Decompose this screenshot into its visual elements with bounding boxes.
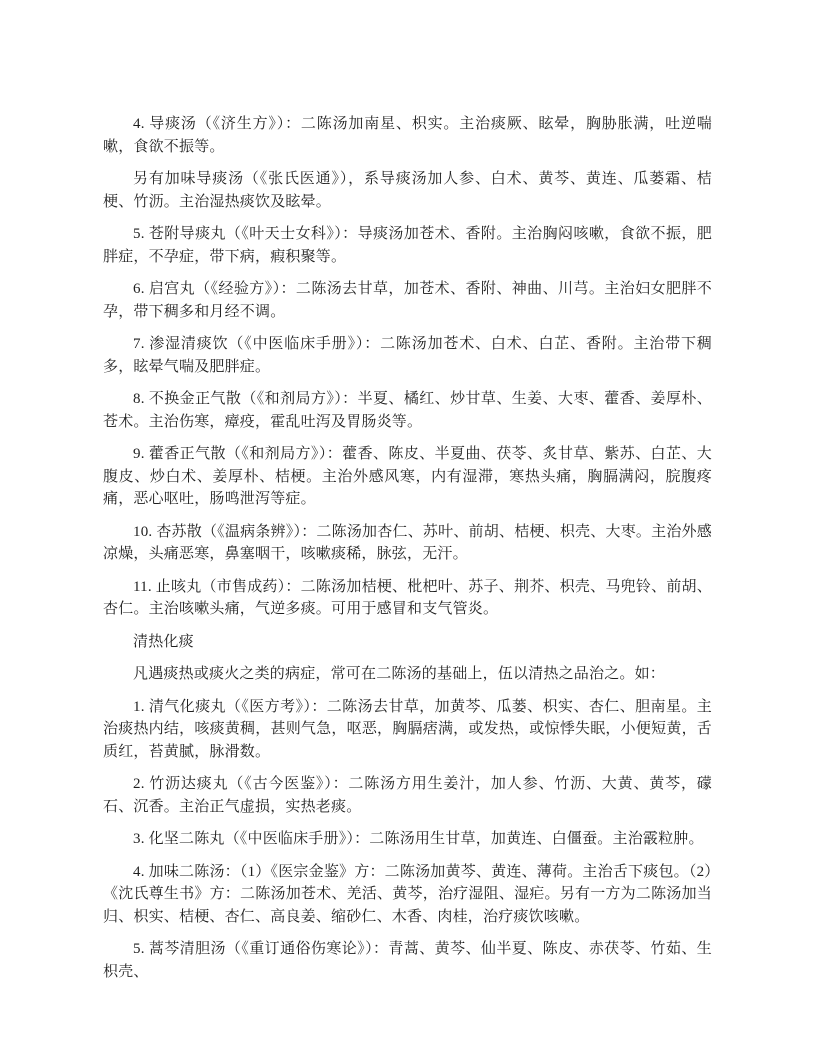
paragraph-formula-jiawei-erchen-tang: 4. 加味二陈汤：（1）《医宗金鉴》方：二陈汤加黄芩、黄连、薄荷。主治舌下痰包。（2）《沈氏尊生书》方：二陈汤加苍术、羌活、黄芩，治疗湿阻、湿疟。另有一方为二陈汤加当归、枳实、桔梗、杏仁、高良姜、缩砂仁、木香、肉桂，治疗痰饮咳嗽。 (103, 863, 712, 925)
paragraph-formula-huajian-erchen-wan: 3. 化坚二陈丸（《中医临床手册》）：二陈汤用生甘草，加黄连、白僵蚕。主治霰粒肿。 (133, 831, 704, 847)
paragraph-formula-huoxiang-zhengqi-san: 9. 藿香正气散（《和剂局方》）：藿香、陈皮、半夏曲、茯苓、炙甘草、紫苏、白芷、大腹皮、炒白术、姜厚朴、桔梗。主治外感风寒，内有湿滞，寒热头痛，胸膈满闷，脘腹疼痛，恶心呕吐，肠鸣泄泻等症。 (103, 446, 712, 507)
paragraph-jiawei-daotan-tang: 另有加味导痰汤（《张氏医通》），系导痰汤加人参、白术、黄芩、黄连、瓜蒌霜、桔梗、竹沥。主治湿热痰饮及眩晕。 (103, 171, 712, 210)
paragraph-formula-daotan-tang: 4. 导痰汤（《济生方》）：二陈汤加南星、枳实。主治痰厥、眩晕，胸胁胀满，吐逆喘嗽，食欲不振等。 (103, 116, 712, 155)
section-heading-qingre-huatan: 清热化痰 (133, 633, 194, 650)
paragraph-formula-xingsu-san: 10. 杏苏散（《温病条辨》）：二陈汤加杏仁、苏叶、前胡、桔梗、枳壳、大枣。主治外感凉燥，头痛恶寒，鼻塞咽干，咳嗽痰稀，脉弦，无汗。 (103, 523, 712, 562)
paragraph-formula-buhuanjin-zhengqi-san: 8. 不换金正气散（《和剂局方》）：半夏、橘红、炒甘草、生姜、大枣、藿香、姜厚朴、苍术。主治伤寒，瘴疫，霍乱吐泻及胃肠炎等。 (103, 391, 712, 430)
paragraph-formula-haoqin-qingdan-tang: 5. 蒿芩清胆汤（《重订通俗伤寒论》）：青蒿、黄芩、仙半夏、陈皮、赤茯苓、竹茹、生枳壳、 (103, 941, 712, 980)
paragraph-formula-shenshi-qingtan-yin: 7. 渗湿清痰饮（《中医临床手册》）：二陈汤加苍术、白术、白芷、香附。主治带下稠多，眩晕气喘及肥胖症。 (103, 336, 712, 375)
paragraph-section-intro: 凡遇痰热或痰火之类的病症，常可在二陈汤的基础上，伍以清热之品治之。如： (133, 666, 666, 682)
paragraph-formula-qigong-wan: 6. 启宫丸（《经验方》）：二陈汤去甘草，加苍术、香附、神曲、川芎。主治妇女肥胖不孕，带下稠多和月经不调。 (103, 281, 712, 320)
paragraph-formula-zhuli-datan-wan: 2. 竹沥达痰丸（《古今医鉴》）：二陈汤方用生姜汁，加人参、竹沥、大黄、黄芩，礞石、沉香。主治正气虚损，实热老痰。 (103, 776, 712, 815)
paragraph-formula-qingqi-huatan-wan: 1. 清气化痰丸（《医方考》）：二陈汤去甘草，加黄芩、瓜蒌、枳实、杏仁、胆南星。主治痰热内结，咳痰黄稠，甚则气急，呕恶，胸膈痞满，或发热，或惊悸失眠，小便短黄，舌质红，苔黄腻，脉滑数。 (103, 698, 712, 760)
paragraph-formula-cangfu-daotan-wan: 5. 苍附导痰丸（《叶天士女科》）：导痰汤加苍术、香附。主治胸闷咳嗽，食欲不振，肥胖症，不孕症，带下病，瘕积聚等。 (103, 226, 712, 265)
paragraph-formula-zhike-wan: 11. 止咳丸（市售成药）：二陈汤加桔梗、枇杷叶、苏子、荆芥、枳壳、马兜铃、前胡、杏仁。主治咳嗽头痛，气逆多痰。可用于感冒和支气管炎。 (103, 578, 712, 617)
document-body (103, 113, 712, 983)
